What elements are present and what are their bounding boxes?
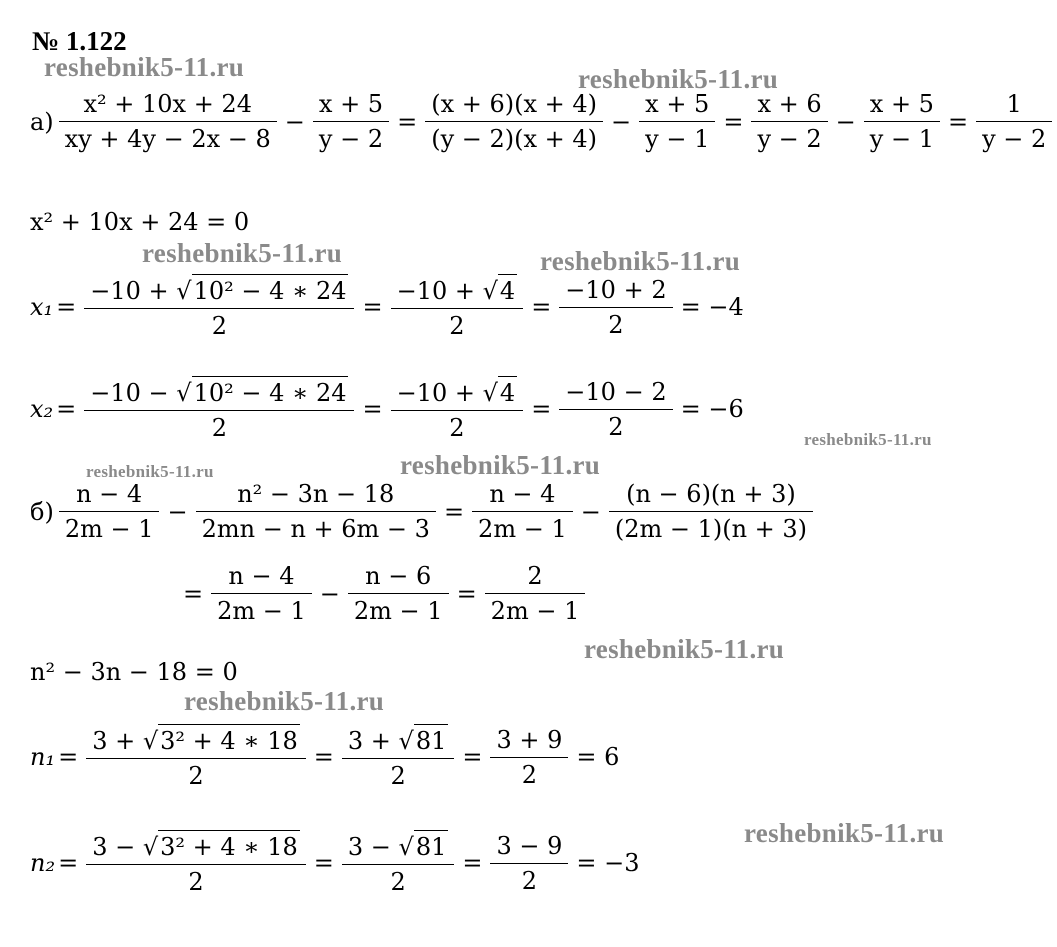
fraction <box>864 90 940 153</box>
watermark: reshebnik5-11.ru <box>400 450 601 480</box>
fraction <box>86 830 306 896</box>
numerator-prefix: −10 + <box>396 379 483 407</box>
denominator: (y − 2)(x + 4) <box>431 125 598 153</box>
denominator: 2 <box>390 762 406 790</box>
numerator: 2 <box>485 562 586 594</box>
fraction <box>472 480 573 543</box>
fraction <box>391 274 524 340</box>
watermark: reshebnik5-11.ru <box>744 818 945 848</box>
result: = −3 <box>576 849 640 877</box>
denominator: 2 <box>608 310 624 339</box>
fraction <box>59 90 277 153</box>
numerator-prefix: −10 + <box>90 277 177 305</box>
result: = −6 <box>680 395 744 423</box>
radicand: 10² − 4 ∗ 24 <box>192 376 349 407</box>
numerator-prefix: −10 + <box>396 277 483 305</box>
part-a-equation: x² + 10x + 24 = 0 <box>30 208 250 236</box>
denominator: 2m − 1 <box>490 597 580 625</box>
x2-solution: x₂ = −10 − √ 10² − 4 ∗ 24 2 = −10 + √ 4 2 = $\frac{-10 - 2}{2}$ = −6 <box>30 377 744 442</box>
denominator: 2mn − n + 6m − 3 <box>201 515 430 543</box>
variable-x1: x₁ <box>30 293 54 321</box>
fraction <box>348 562 449 625</box>
result: = −4 <box>680 293 744 321</box>
denominator: 2 <box>521 760 538 789</box>
fraction <box>84 274 354 340</box>
fraction <box>59 480 160 543</box>
watermark: reshebnik5-11.ru <box>584 634 785 664</box>
numerator: 1 <box>976 90 1052 122</box>
part-b-equation: n² − 3n − 18 = 0 <box>30 658 238 686</box>
fraction <box>313 90 389 153</box>
numerator: x + 5 <box>313 90 389 122</box>
denominator: 2 <box>390 868 406 896</box>
numerator-prefix: 3 − <box>347 833 399 861</box>
sqrt-symbol: √ 3² + 4 ∗ 18 <box>143 830 300 861</box>
watermark: reshebnik5-11.ru <box>142 238 343 268</box>
radicand: 4 <box>498 376 517 407</box>
denominator: y − 2 <box>757 125 822 153</box>
x1-solution: x₁ = −10 + √ 10² − 4 ∗ 24 2 = −10 + √ 4 2 = $\frac{-10 + 2}{2}$ = −4 <box>30 275 744 340</box>
watermark: reshebnik5-11.ru <box>578 64 779 94</box>
fraction <box>196 480 436 543</box>
denominator: 2m − 1 <box>478 515 567 543</box>
denominator: y − 1 <box>869 125 934 153</box>
denominator: 2m − 1 <box>353 597 443 625</box>
fraction <box>86 724 306 790</box>
watermark: reshebnik5-11.ru <box>540 246 741 276</box>
denominator: (2m − 1)(n + 3) <box>614 515 808 543</box>
n2-solution: n₂ = 3 − √ 3² + 4 ∗ 18 2 = 3 − √ 81 2 = $\frac{3 - 9}{2}$ = −3 <box>30 831 640 896</box>
fraction <box>976 90 1052 153</box>
radicand: 81 <box>414 724 449 755</box>
numerator: (x + 6)(x + 4) <box>425 90 603 122</box>
numerator: −10 + 2 <box>559 276 672 308</box>
watermark: reshebnik5-11.ru <box>86 462 214 481</box>
denominator: 2 <box>188 762 204 790</box>
radicand: 3² + 4 ∗ 18 <box>158 830 300 861</box>
part-a-label: а) <box>30 107 54 136</box>
fraction <box>342 830 454 896</box>
sqrt-symbol: √ 4 <box>483 274 518 305</box>
numerator: (n − 6)(n + 3) <box>609 480 813 512</box>
denominator: y − 1 <box>645 125 710 153</box>
n1-solution: n₁ = 3 + √ 3² + 4 ∗ 18 2 = 3 + √ 81 2 = $\frac{3 + 9}{2}$ = 6 <box>30 725 620 790</box>
result: = 6 <box>576 743 620 771</box>
numerator: n − 4 <box>472 480 573 512</box>
fraction <box>342 724 454 790</box>
numerator: x + 5 <box>639 90 715 122</box>
denominator: 2 <box>211 312 228 340</box>
fraction <box>485 562 586 625</box>
sqrt-symbol: √ 81 <box>399 830 449 861</box>
fraction <box>751 90 827 153</box>
numerator: x + 5 <box>864 90 940 122</box>
sqrt-symbol: √ 3² + 4 ∗ 18 <box>143 724 300 755</box>
numerator: −10 − 2 <box>559 378 672 410</box>
fraction <box>559 276 672 339</box>
numerator: n² − 3n − 18 <box>196 480 436 512</box>
part-b-label: б) <box>30 497 54 526</box>
numerator: 3 + 9 <box>490 726 568 758</box>
sqrt-symbol: √ 4 <box>483 376 518 407</box>
part-b-expression: б) $\frac{n - 4}{2m - 1}$ − $\frac{\text{n² − 3n − 18}}{2mn - n + 6m - 3}$ = $\frac{n - 4}{2m - 1}$ − $\frac{(n - 6)(n + 3)}{(2m - 1)(n + 3)}$ <box>30 480 818 543</box>
numerator: n − 4 <box>59 480 160 512</box>
numerator: x² + 10x + 24 <box>59 90 277 122</box>
fraction <box>559 378 672 441</box>
fraction <box>639 90 715 153</box>
radicand: 3² + 4 ∗ 18 <box>158 724 300 755</box>
sqrt-symbol: √ 10² − 4 ∗ 24 <box>176 376 348 407</box>
denominator: 2 <box>211 414 228 442</box>
variable-n2: n₂ <box>30 849 56 877</box>
watermark: reshebnik5-11.ru <box>44 52 245 82</box>
fraction <box>84 376 354 442</box>
denominator: xy + 4y − 2x − 8 <box>64 125 271 153</box>
sqrt-symbol: √ 10² − 4 ∗ 24 <box>176 274 348 305</box>
part-b-expression-continued: = $\frac{n - 4}{2m - 1}$ − $\frac{n - 6}{2m - 1}$ = $\frac{2}{2m - 1}$ <box>180 562 590 625</box>
sqrt-symbol: √ 81 <box>399 724 449 755</box>
numerator: 3 − 9 <box>490 832 568 864</box>
fraction <box>391 376 524 442</box>
radicand: 4 <box>498 274 517 305</box>
fraction <box>490 726 568 789</box>
denominator: 2 <box>521 866 538 895</box>
watermark: reshebnik5-11.ru <box>184 686 385 716</box>
denominator: y − 2 <box>318 125 384 153</box>
denominator: 2 <box>188 868 204 896</box>
denominator: y − 2 <box>982 125 1047 153</box>
numerator: x + 6 <box>751 90 827 122</box>
denominator: 2 <box>608 412 624 441</box>
variable-x2: x₂ <box>30 395 54 423</box>
radicand: 10² − 4 ∗ 24 <box>192 274 349 305</box>
denominator: 2 <box>449 414 465 442</box>
numerator-prefix: 3 + <box>347 727 399 755</box>
denominator: 2m − 1 <box>217 597 306 625</box>
watermark: reshebnik5-11.ru <box>804 430 932 449</box>
variable-n1: n₁ <box>30 743 56 771</box>
numerator: n − 4 <box>211 562 312 594</box>
part-a-expression: а) $\frac{\text{x² + 10x + 24}}{xy + 4y - 2x - 8}$ − $\frac{x + 5}{y - 2}$ = $\frac{(x + 6)(x + 4)}{(y - 2)(x + 4)}$ − $\frac{x + 5}{y - 1}$ = $\frac{x + 6}{y - 2}$ − $\frac{x + 5}{y - 1}$ = $\frac{1}{y - 2}$ <box>30 90 1057 153</box>
problem-number: № 1.122 <box>32 26 127 56</box>
fraction <box>609 480 813 543</box>
fraction <box>490 832 568 895</box>
numerator-prefix: 3 − <box>92 833 143 861</box>
numerator-prefix: −10 − <box>90 379 177 407</box>
denominator: 2 <box>449 312 465 340</box>
fraction <box>425 90 603 153</box>
numerator: n − 6 <box>348 562 449 594</box>
radicand: 81 <box>414 830 449 861</box>
fraction <box>211 562 312 625</box>
denominator: 2m − 1 <box>64 515 154 543</box>
numerator-prefix: 3 + <box>92 727 143 755</box>
